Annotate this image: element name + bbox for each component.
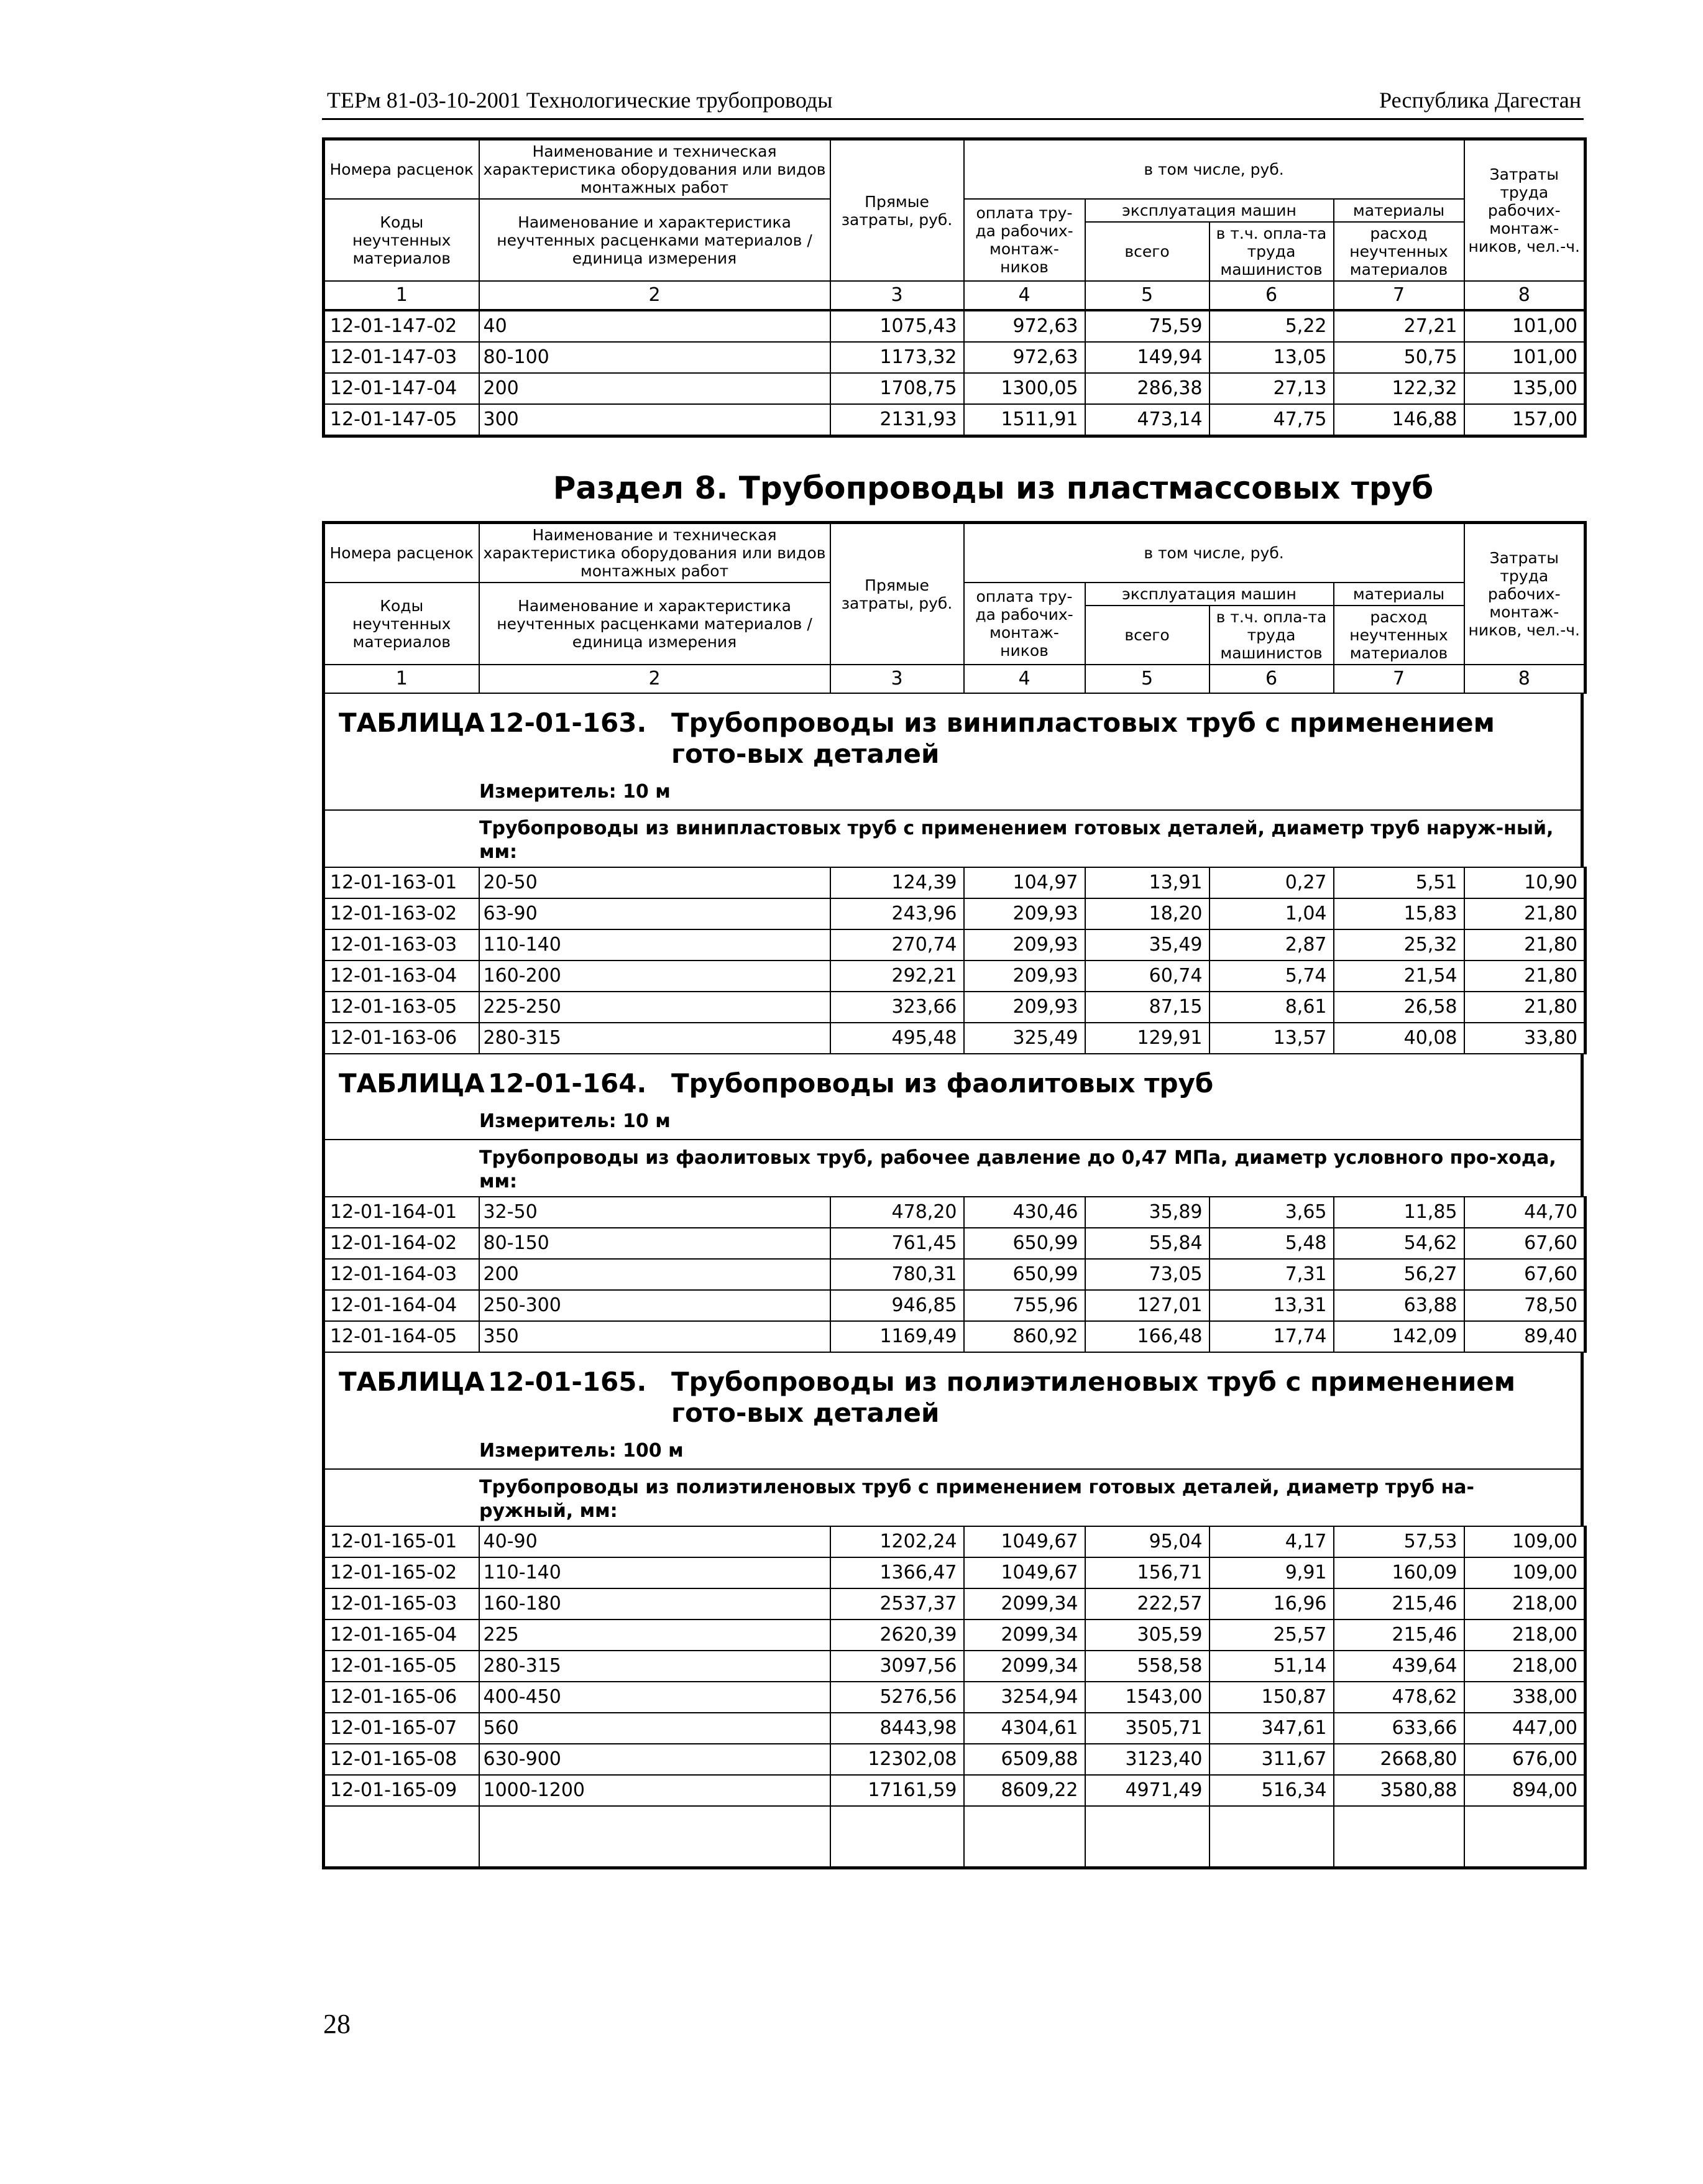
machinists-value: 47,75 xyxy=(1210,404,1334,436)
wages-value: 1049,67 xyxy=(964,1557,1085,1588)
rate-code: 12-01-164-02 xyxy=(324,1228,479,1259)
machinists-value: 17,74 xyxy=(1210,1321,1334,1352)
labor-value: 218,00 xyxy=(1464,1588,1586,1620)
document-page xyxy=(322,75,1584,1869)
header-labor-costs: Затраты труда рабочих-монтаж-ников, чел.-ч. xyxy=(1464,523,1586,665)
materials-value: 122,32 xyxy=(1334,373,1464,404)
wages-value: 325,49 xyxy=(964,1023,1085,1054)
header-machines: эксплуатация машин xyxy=(1085,199,1334,222)
table-keyword: ТАБЛИЦА xyxy=(339,707,485,738)
rate-code: 12-01-147-05 xyxy=(324,404,479,436)
table-measure: Измеритель: 10 м xyxy=(479,781,671,803)
header-materials: материалы xyxy=(1334,583,1464,606)
wages-value: 755,96 xyxy=(964,1290,1085,1321)
wages-value: 2099,34 xyxy=(964,1651,1085,1682)
direct-costs-value: 243,96 xyxy=(830,898,964,929)
machines-value: 75,59 xyxy=(1085,311,1210,342)
labor-value: 44,70 xyxy=(1464,1197,1586,1228)
rate-code: 12-01-164-05 xyxy=(324,1321,479,1352)
machinists-value: 16,96 xyxy=(1210,1588,1334,1620)
wages-value: 430,46 xyxy=(964,1197,1085,1228)
machinists-value: 51,14 xyxy=(1210,1651,1334,1682)
rate-code: 12-01-163-06 xyxy=(324,1023,479,1054)
materials-value: 633,66 xyxy=(1334,1713,1464,1744)
rate-name: 280-315 xyxy=(479,1651,830,1682)
machines-value: 286,38 xyxy=(1085,373,1210,404)
header-total: всего xyxy=(1085,606,1210,665)
column-number: 4 xyxy=(964,665,1085,693)
top-table-rows xyxy=(322,310,1587,438)
labor-value: 338,00 xyxy=(1464,1682,1586,1713)
materials-value: 5,51 xyxy=(1334,867,1464,898)
table-row xyxy=(324,1682,1586,1713)
machinists-value: 516,34 xyxy=(1210,1775,1334,1806)
table-row xyxy=(324,1557,1586,1588)
labor-value: 21,80 xyxy=(1464,992,1586,1023)
rate-name: 350 xyxy=(479,1321,830,1352)
header-incl: в том числе, руб. xyxy=(964,139,1464,200)
direct-costs-value: 1173,32 xyxy=(830,342,964,373)
machines-value: 558,58 xyxy=(1085,1651,1210,1682)
materials-value: 21,54 xyxy=(1334,961,1464,992)
machinists-value: 8,61 xyxy=(1210,992,1334,1023)
materials-value: 50,75 xyxy=(1334,342,1464,373)
header-name-char: Наименование и техническая характеристика оборудования или видов монтажных работ xyxy=(479,139,830,200)
table-group-header: Трубопроводы из фаолитовых труб, рабочее давление до 0,47 МПа, диаметр условного про-хода, мм: xyxy=(325,1139,1581,1196)
table-row xyxy=(324,1744,1586,1775)
table-165-rows xyxy=(322,1526,1587,1869)
rate-name: 110-140 xyxy=(479,929,830,961)
materials-value: 11,85 xyxy=(1334,1197,1464,1228)
table-row xyxy=(324,1775,1586,1806)
rate-code: 12-01-163-02 xyxy=(324,898,479,929)
materials-value: 56,27 xyxy=(1334,1259,1464,1290)
labor-value: 78,50 xyxy=(1464,1290,1586,1321)
rate-code: 12-01-165-01 xyxy=(324,1526,479,1557)
machinists-value: 311,67 xyxy=(1210,1744,1334,1775)
rate-code: 12-01-147-02 xyxy=(324,311,479,342)
labor-value: 447,00 xyxy=(1464,1713,1586,1744)
header-total: всего xyxy=(1085,222,1210,281)
direct-costs-value: 1202,24 xyxy=(830,1526,964,1557)
table-title: Трубопроводы из фаолитовых труб xyxy=(671,1068,1214,1099)
header-wages: оплата тру-да рабочих-монтаж-ников xyxy=(964,199,1085,281)
column-number: 1 xyxy=(324,281,479,310)
labor-value: 109,00 xyxy=(1464,1526,1586,1557)
machinists-value: 13,05 xyxy=(1210,342,1334,373)
empty-row xyxy=(324,1806,1586,1868)
rate-name: 280-315 xyxy=(479,1023,830,1054)
rate-code: 12-01-163-05 xyxy=(324,992,479,1023)
wages-value: 2099,34 xyxy=(964,1620,1085,1651)
main-table-header xyxy=(322,521,1587,694)
labor-value: 101,00 xyxy=(1464,342,1586,373)
direct-costs-value: 1708,75 xyxy=(830,373,964,404)
rate-code: 12-01-165-09 xyxy=(324,1775,479,1806)
table-164-rows xyxy=(322,1196,1587,1353)
machines-value: 473,14 xyxy=(1085,404,1210,436)
machines-value: 305,59 xyxy=(1085,1620,1210,1651)
materials-value: 63,88 xyxy=(1334,1290,1464,1321)
machines-value: 129,91 xyxy=(1085,1023,1210,1054)
labor-value: 157,00 xyxy=(1464,404,1586,436)
rate-name: 32-50 xyxy=(479,1197,830,1228)
machinists-value: 27,13 xyxy=(1210,373,1334,404)
machines-value: 35,89 xyxy=(1085,1197,1210,1228)
wages-value: 209,93 xyxy=(964,992,1085,1023)
materials-value: 439,64 xyxy=(1334,1651,1464,1682)
column-number: 3 xyxy=(830,281,964,310)
rate-name: 300 xyxy=(479,404,830,436)
rate-name: 225-250 xyxy=(479,992,830,1023)
rate-code: 12-01-165-08 xyxy=(324,1744,479,1775)
rate-name: 250-300 xyxy=(479,1290,830,1321)
machines-value: 222,57 xyxy=(1085,1588,1210,1620)
labor-value: 894,00 xyxy=(1464,1775,1586,1806)
wages-value: 1511,91 xyxy=(964,404,1085,436)
header-name-char: Наименование и техническая характеристика оборудования или видов монтажных работ xyxy=(479,523,830,583)
labor-value: 21,80 xyxy=(1464,898,1586,929)
direct-costs-value: 2537,37 xyxy=(830,1588,964,1620)
rate-code: 12-01-163-01 xyxy=(324,867,479,898)
table-measure: Измеритель: 100 м xyxy=(479,1440,684,1462)
machinists-value: 2,87 xyxy=(1210,929,1334,961)
machines-value: 156,71 xyxy=(1085,1557,1210,1588)
machinists-value: 9,91 xyxy=(1210,1557,1334,1588)
machines-value: 166,48 xyxy=(1085,1321,1210,1352)
column-number: 6 xyxy=(1210,281,1334,310)
rate-name: 110-140 xyxy=(479,1557,830,1588)
rate-code: 12-01-165-03 xyxy=(324,1588,479,1620)
table-keyword: ТАБЛИЦА xyxy=(339,1366,485,1397)
machinists-value: 150,87 xyxy=(1210,1682,1334,1713)
rate-code: 12-01-164-03 xyxy=(324,1259,479,1290)
rate-name: 225 xyxy=(479,1620,830,1651)
direct-costs-value: 478,20 xyxy=(830,1197,964,1228)
rate-name: 560 xyxy=(479,1713,830,1744)
header-incl-machinists: в т.ч. опла-та труда машинистов xyxy=(1210,606,1334,665)
rate-code: 12-01-165-05 xyxy=(324,1651,479,1682)
labor-value: 89,40 xyxy=(1464,1321,1586,1352)
wages-value: 1300,05 xyxy=(964,373,1085,404)
machinists-value: 13,31 xyxy=(1210,1290,1334,1321)
top-table-header xyxy=(322,137,1587,310)
column-number: 5 xyxy=(1085,665,1210,693)
table-group-header: Трубопроводы из полиэтиленовых труб с применением готовых деталей, диаметр труб на-ружный, мм: xyxy=(325,1468,1581,1526)
rate-code: 12-01-165-06 xyxy=(324,1682,479,1713)
machines-value: 3505,71 xyxy=(1085,1713,1210,1744)
rate-name: 20-50 xyxy=(479,867,830,898)
column-number: 1 xyxy=(324,665,479,693)
machines-value: 35,49 xyxy=(1085,929,1210,961)
table-row xyxy=(324,342,1586,373)
rate-code: 12-01-147-04 xyxy=(324,373,479,404)
header-rate-numbers: Номера расценок xyxy=(324,523,479,583)
rate-code: 12-01-163-04 xyxy=(324,961,479,992)
machinists-value: 7,31 xyxy=(1210,1259,1334,1290)
machines-value: 149,94 xyxy=(1085,342,1210,373)
wages-value: 3254,94 xyxy=(964,1682,1085,1713)
rate-code: 12-01-165-02 xyxy=(324,1557,479,1588)
direct-costs-value: 1075,43 xyxy=(830,311,964,342)
wages-value: 2099,34 xyxy=(964,1588,1085,1620)
rate-name: 200 xyxy=(479,373,830,404)
table-165-heading xyxy=(322,1353,1584,1526)
table-163-rows xyxy=(322,867,1587,1054)
rate-name: 63-90 xyxy=(479,898,830,929)
table-keyword: ТАБЛИЦА xyxy=(339,1068,485,1099)
direct-costs-value: 3097,56 xyxy=(830,1651,964,1682)
table-row xyxy=(324,1290,1586,1321)
rate-name: 40-90 xyxy=(479,1526,830,1557)
header-unaccounted-use: расход неучтенных материалов xyxy=(1334,606,1464,665)
column-number: 5 xyxy=(1085,281,1210,310)
direct-costs-value: 270,74 xyxy=(830,929,964,961)
table-row xyxy=(324,1023,1586,1054)
column-number: 4 xyxy=(964,281,1085,310)
wages-value: 4304,61 xyxy=(964,1713,1085,1744)
machinists-value: 5,48 xyxy=(1210,1228,1334,1259)
header-direct-costs: Прямые затраты, руб. xyxy=(830,139,964,282)
table-row xyxy=(324,992,1586,1023)
wages-value: 209,93 xyxy=(964,929,1085,961)
labor-value: 676,00 xyxy=(1464,1744,1586,1775)
column-number: 8 xyxy=(1464,665,1586,693)
table-row xyxy=(324,898,1586,929)
rate-name: 400-450 xyxy=(479,1682,830,1713)
running-head xyxy=(322,75,1584,120)
table-group-header: Трубопроводы из винипластовых труб с применением готовых деталей, диаметр труб наруж-ный, мм: xyxy=(325,809,1581,867)
machines-value: 18,20 xyxy=(1085,898,1210,929)
direct-costs-value: 17161,59 xyxy=(830,1775,964,1806)
machinists-value: 5,74 xyxy=(1210,961,1334,992)
table-row xyxy=(324,1197,1586,1228)
direct-costs-value: 12302,08 xyxy=(830,1744,964,1775)
table-measure: Измеритель: 10 м xyxy=(479,1110,671,1132)
machines-value: 127,01 xyxy=(1085,1290,1210,1321)
column-number: 7 xyxy=(1334,665,1464,693)
wages-value: 104,97 xyxy=(964,867,1085,898)
header-wages: оплата тру-да рабочих-монтаж-ников xyxy=(964,583,1085,665)
direct-costs-value: 292,21 xyxy=(830,961,964,992)
wages-value: 209,93 xyxy=(964,961,1085,992)
direct-costs-value: 323,66 xyxy=(830,992,964,1023)
section-title: Раздел 8. Трубопроводы из пластмассовых труб xyxy=(553,470,1434,506)
materials-value: 27,21 xyxy=(1334,311,1464,342)
header-rate-numbers: Номера расценок xyxy=(324,139,479,200)
table-row xyxy=(324,1588,1586,1620)
rate-name: 160-200 xyxy=(479,961,830,992)
machines-value: 1543,00 xyxy=(1085,1682,1210,1713)
rate-name: 80-100 xyxy=(479,342,830,373)
direct-costs-value: 1366,47 xyxy=(830,1557,964,1588)
wages-value: 209,93 xyxy=(964,898,1085,929)
materials-value: 2668,80 xyxy=(1334,1744,1464,1775)
table-code: 12-01-165. xyxy=(488,1366,647,1397)
materials-value: 478,62 xyxy=(1334,1682,1464,1713)
labor-value: 21,80 xyxy=(1464,929,1586,961)
rate-code: 12-01-164-04 xyxy=(324,1290,479,1321)
column-number: 7 xyxy=(1334,281,1464,310)
table-row xyxy=(324,929,1586,961)
rate-code: 12-01-163-03 xyxy=(324,929,479,961)
machines-value: 13,91 xyxy=(1085,867,1210,898)
machines-value: 55,84 xyxy=(1085,1228,1210,1259)
machines-value: 60,74 xyxy=(1085,961,1210,992)
table-row xyxy=(324,373,1586,404)
header-machines: эксплуатация машин xyxy=(1085,583,1334,606)
direct-costs-value: 495,48 xyxy=(830,1023,964,1054)
table-row xyxy=(324,1526,1586,1557)
labor-value: 67,60 xyxy=(1464,1228,1586,1259)
wages-value: 972,63 xyxy=(964,342,1085,373)
materials-value: 25,32 xyxy=(1334,929,1464,961)
header-material-names: Наименование и характеристика неучтенных расценками материалов / единица измерения xyxy=(479,583,830,665)
machinists-value: 4,17 xyxy=(1210,1526,1334,1557)
running-head-title: ТЕРм 81-03-10-2001 Технологические трубопроводы xyxy=(327,88,833,113)
column-number: 6 xyxy=(1210,665,1334,693)
labor-value: 67,60 xyxy=(1464,1259,1586,1290)
direct-costs-value: 2131,93 xyxy=(830,404,964,436)
machinists-value: 1,04 xyxy=(1210,898,1334,929)
rate-name: 40 xyxy=(479,311,830,342)
direct-costs-value: 946,85 xyxy=(830,1290,964,1321)
rate-name: 200 xyxy=(479,1259,830,1290)
table-row xyxy=(324,867,1586,898)
table-code: 12-01-163. xyxy=(488,707,647,738)
table-163-heading xyxy=(322,694,1584,867)
direct-costs-value: 2620,39 xyxy=(830,1620,964,1651)
machinists-value: 13,57 xyxy=(1210,1023,1334,1054)
rate-name: 80-150 xyxy=(479,1228,830,1259)
materials-value: 40,08 xyxy=(1334,1023,1464,1054)
rate-code: 12-01-147-03 xyxy=(324,342,479,373)
column-number: 2 xyxy=(479,281,830,310)
materials-value: 160,09 xyxy=(1334,1557,1464,1588)
rate-name: 160-180 xyxy=(479,1588,830,1620)
table-row xyxy=(324,1228,1586,1259)
labor-value: 21,80 xyxy=(1464,961,1586,992)
machines-value: 73,05 xyxy=(1085,1259,1210,1290)
table-row xyxy=(324,1259,1586,1290)
materials-value: 146,88 xyxy=(1334,404,1464,436)
rate-code: 12-01-165-04 xyxy=(324,1620,479,1651)
column-number: 3 xyxy=(830,665,964,693)
labor-value: 109,00 xyxy=(1464,1557,1586,1588)
materials-value: 26,58 xyxy=(1334,992,1464,1023)
labor-value: 135,00 xyxy=(1464,373,1586,404)
column-number: 2 xyxy=(479,665,830,693)
materials-value: 215,46 xyxy=(1334,1620,1464,1651)
table-title: Трубопроводы из винипластовых труб с применением гото-вых деталей xyxy=(671,707,1495,769)
machines-value: 3123,40 xyxy=(1085,1744,1210,1775)
materials-value: 3580,88 xyxy=(1334,1775,1464,1806)
rate-code: 12-01-165-07 xyxy=(324,1713,479,1744)
machinists-value: 347,61 xyxy=(1210,1713,1334,1744)
rate-name: 1000-1200 xyxy=(479,1775,830,1806)
table-row xyxy=(324,1620,1586,1651)
header-labor-costs: Затраты труда рабочих-монтаж-ников, чел.-ч. xyxy=(1464,139,1586,282)
rate-code: 12-01-164-01 xyxy=(324,1197,479,1228)
machinists-value: 25,57 xyxy=(1210,1620,1334,1651)
header-unaccounted-use: расход неучтенных материалов xyxy=(1334,222,1464,281)
materials-value: 142,09 xyxy=(1334,1321,1464,1352)
labor-value: 101,00 xyxy=(1464,311,1586,342)
materials-value: 54,62 xyxy=(1334,1228,1464,1259)
labor-value: 218,00 xyxy=(1464,1620,1586,1651)
machinists-value: 3,65 xyxy=(1210,1197,1334,1228)
direct-costs-value: 8443,98 xyxy=(830,1713,964,1744)
wages-value: 650,99 xyxy=(964,1259,1085,1290)
machines-value: 87,15 xyxy=(1085,992,1210,1023)
machines-value: 95,04 xyxy=(1085,1526,1210,1557)
header-direct-costs: Прямые затраты, руб. xyxy=(830,523,964,665)
materials-value: 15,83 xyxy=(1334,898,1464,929)
direct-costs-value: 761,45 xyxy=(830,1228,964,1259)
table-code: 12-01-164. xyxy=(488,1068,647,1099)
table-row xyxy=(324,1651,1586,1682)
labor-value: 10,90 xyxy=(1464,867,1586,898)
labor-value: 218,00 xyxy=(1464,1651,1586,1682)
column-number: 8 xyxy=(1464,281,1586,310)
wages-value: 8609,22 xyxy=(964,1775,1085,1806)
machines-value: 4971,49 xyxy=(1085,1775,1210,1806)
direct-costs-value: 1169,49 xyxy=(830,1321,964,1352)
materials-value: 57,53 xyxy=(1334,1526,1464,1557)
rate-name: 630-900 xyxy=(479,1744,830,1775)
header-material-names: Наименование и характеристика неучтенных расценками материалов / единица измерения xyxy=(479,199,830,281)
page-number: 28 xyxy=(323,2009,351,2039)
machinists-value: 5,22 xyxy=(1210,311,1334,342)
header-incl: в том числе, руб. xyxy=(964,523,1464,583)
direct-costs-value: 5276,56 xyxy=(830,1682,964,1713)
machinists-value: 0,27 xyxy=(1210,867,1334,898)
header-material-codes: Коды неучтенных материалов xyxy=(324,583,479,665)
header-incl-machinists: в т.ч. опла-та труда машинистов xyxy=(1210,222,1334,281)
table-row xyxy=(324,1321,1586,1352)
table-164-heading xyxy=(322,1054,1584,1196)
table-title: Трубопроводы из полиэтиленовых труб с применением гото-вых деталей xyxy=(671,1366,1516,1428)
wages-value: 860,92 xyxy=(964,1321,1085,1352)
labor-value: 33,80 xyxy=(1464,1023,1586,1054)
table-row xyxy=(324,404,1586,436)
running-head-region: Республика Дагестан xyxy=(1379,88,1581,113)
wages-value: 972,63 xyxy=(964,311,1085,342)
wages-value: 1049,67 xyxy=(964,1526,1085,1557)
table-row xyxy=(324,311,1586,342)
table-row xyxy=(324,1713,1586,1744)
header-materials: материалы xyxy=(1334,199,1464,222)
table-row xyxy=(324,961,1586,992)
wages-value: 6509,88 xyxy=(964,1744,1085,1775)
direct-costs-value: 124,39 xyxy=(830,867,964,898)
wages-value: 650,99 xyxy=(964,1228,1085,1259)
direct-costs-value: 780,31 xyxy=(830,1259,964,1290)
header-material-codes: Коды неучтенных материалов xyxy=(324,199,479,281)
materials-value: 215,46 xyxy=(1334,1588,1464,1620)
